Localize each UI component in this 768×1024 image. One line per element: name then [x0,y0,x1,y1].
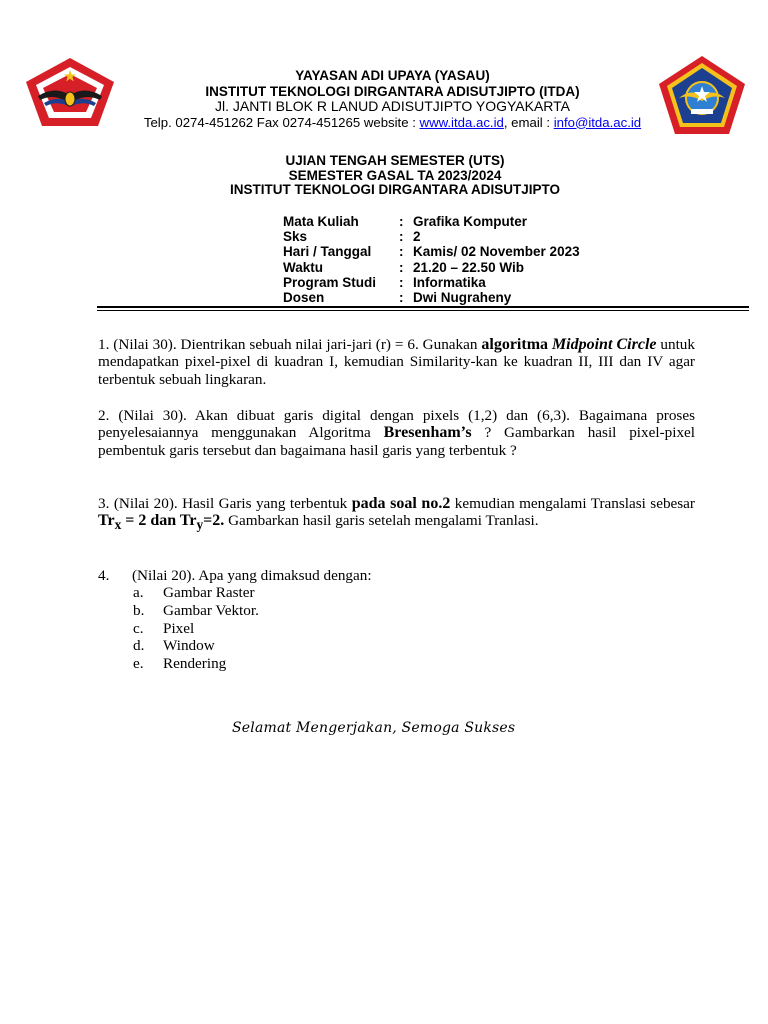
option-letter: a. [133,584,144,602]
institute-name: INSTITUT TEKNOLOGI DIRGANTARA ADISUTJIPTO (ITDA) [205,83,580,99]
exam-title: UJIAN TENGAH SEMESTER (UTS) [285,153,505,168]
option-letter: e. [133,654,144,672]
yasau-wings-emblem-icon [24,56,116,128]
q3-text-mid: kemudian mengalami Translasi sebesar [450,495,695,512]
question-4 [98,567,695,672]
info-row [283,260,580,275]
list-item [133,602,695,620]
foundation-name: YAYASAN ADI UPAYA (YASAU) [295,68,490,83]
info-row [283,229,580,244]
info-row [283,214,580,229]
q4-text: (Nilai 20). Apa yang dimaksud dengan: [132,567,372,584]
q3-text-start: 3. (Nilai 20). Hasil Garis yang terbentuk [98,495,352,512]
question-3 [98,495,695,534]
q3-bold-trx [98,512,225,533]
q3-sub-y: y [196,517,204,533]
q3-sub-x: x [114,517,122,533]
email-prefix: , email : [503,114,554,130]
info-colon: : [399,290,404,306]
itda-pentagon-emblem-icon [657,54,747,136]
q3-tr-label: Tr [98,512,115,530]
option-letter: c. [133,619,144,637]
info-colon: : [399,214,404,229]
q1-text-start: 1. (Nilai 30). Dientrikan sebuah nilai jari-jari (r) = 6. Gunakan [98,336,482,353]
header-divider [97,306,749,308]
info-value: Kamis/ 02 November 2023 [413,244,580,260]
q2-text-end: ? Gambarkan hasil pixel-pixel pembentuk garis tersebut dan bagaimana hasil garis yang terbentuk ? [98,424,695,459]
website-link[interactable]: www.itda.ac.id [419,114,504,130]
exam-institute: INSTITUT TEKNOLOGI DIRGANTARA ADISUTJIPTO [230,182,560,197]
contact-prefix: Telp. 0274-451262 Fax 0274-451265 website : [143,114,420,130]
option-letter: d. [133,637,145,655]
exam-semester: SEMESTER GASAL TA 2023/2024 [288,167,502,183]
q4-options [98,584,695,672]
list-item [133,584,695,602]
option-text: Gambar Vektor. [163,602,259,619]
email-link[interactable]: info@itda.ac.id [553,114,642,130]
q1-text-end: untuk mendapatkan pixel-pixel di kuadran I, kemudian Similarity-kan ke kuadran II, III dan IV agar terbentuk sebuah lingkaran. [98,336,695,388]
list-item [133,655,695,673]
info-value: 21.20 – 22.50 Wib [413,259,524,275]
option-text: Pixel [163,619,195,637]
option-text: Gambar Raster [163,584,255,602]
info-label: Mata Kuliah [283,214,359,229]
list-item [133,620,695,638]
option-text: Window [163,637,215,655]
info-label: Program Studi [283,274,377,290]
q3-text-end: Gambarkan hasil garis setelah mengalami Tranlasi. [224,512,539,530]
question-1 [98,336,695,388]
info-label: Waktu [283,259,323,275]
info-value: 2 [413,229,421,245]
header-divider-thin [97,310,749,311]
option-letter: b. [133,602,145,619]
closing-note: Selamat Mengerjakan, Semoga Sukses [232,720,516,736]
q3-trx-value: = 2 dan Tr [121,512,197,530]
q2-text-start: 2. (Nilai 30). Akan dibuat garis digital dengan pixels (1,2) dan (6,3). Bagaimana proses penyelesaiannya menggunakan Algoritma [98,407,695,442]
exam-heading [195,154,595,198]
info-colon: : [399,229,404,245]
course-info [283,214,580,305]
info-value: Grafika Komputer [413,214,528,229]
q2-bold-bresenham: Bresenham’s [383,424,472,442]
q1-bold-algoritma: algoritma [481,336,549,353]
info-value: Informatika [413,274,486,290]
question-2 [98,407,695,459]
q1-bold-italic-midpoint: Midpoint Circle [551,336,657,353]
option-text: Rendering [163,654,227,672]
contact-line [120,115,665,131]
q4-number: 4. [98,567,110,584]
info-row [283,244,580,259]
info-label: Dosen [283,290,325,306]
info-colon: : [399,274,404,290]
q3-bold-soal: pada soal no.2 [351,495,451,512]
list-item [133,637,695,655]
info-colon: : [399,259,404,275]
info-value: Dwi Nugraheny [413,290,512,306]
info-row [283,290,580,305]
info-colon: : [399,244,404,260]
letterhead [120,68,665,130]
q3-try-value: =2. [203,512,225,530]
institute-address: Jl. JANTI BLOK R LANUD ADISUTJIPTO YOGYAKARTA [214,98,570,114]
info-label: Hari / Tanggal [283,244,372,260]
info-label: Sks [283,229,308,245]
info-row [283,275,580,290]
